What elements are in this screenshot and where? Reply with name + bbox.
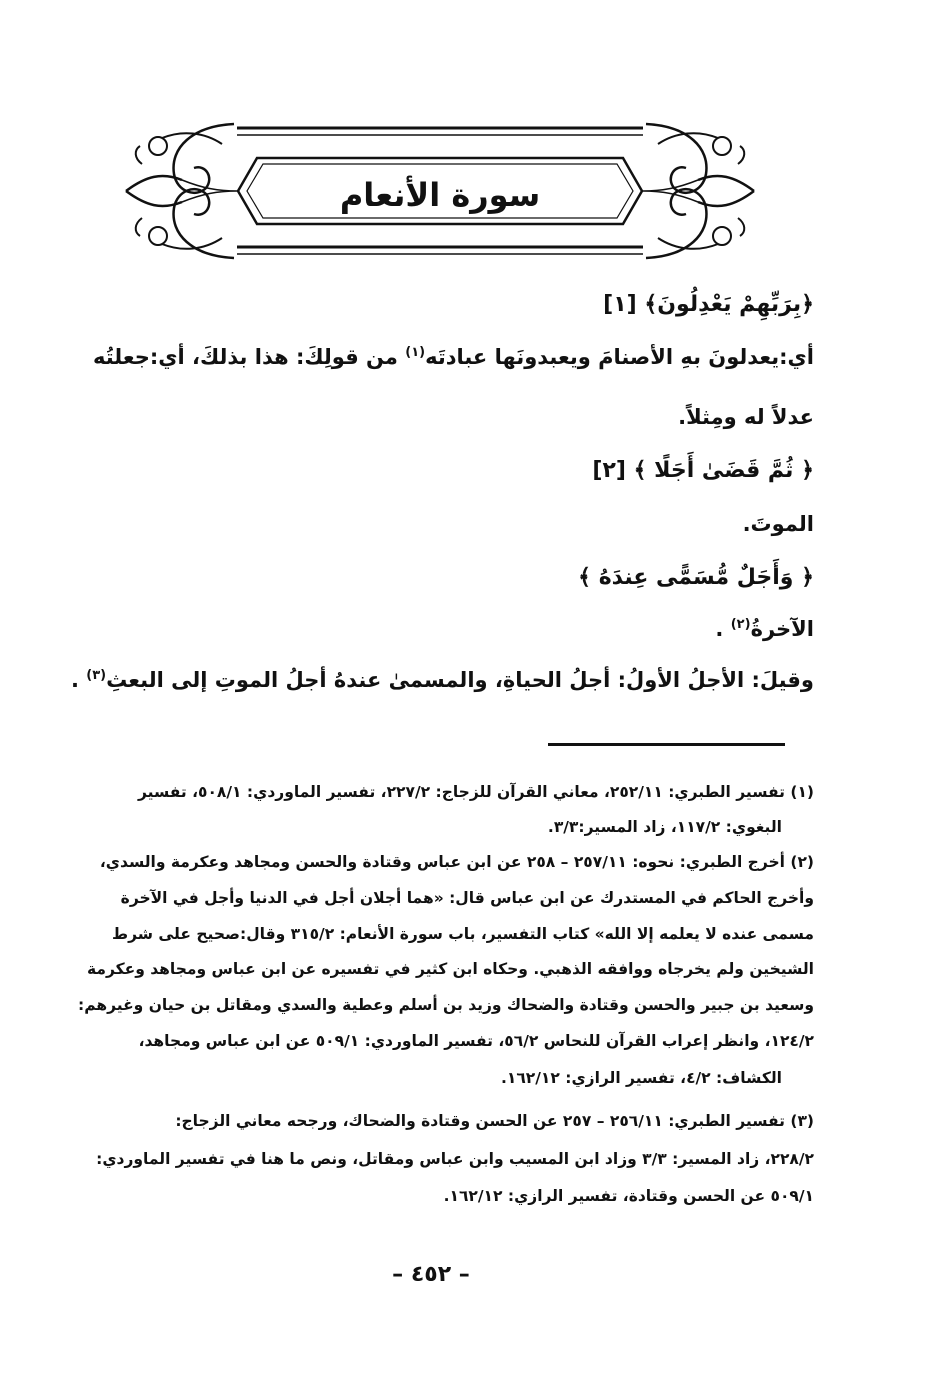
footnote-3-line-3: ٥٠٩/١ عن الحسن وقتادة، تفسير الرازي: ١٦٢/١٢.: [443, 1187, 814, 1205]
footnote-2-line-5: وسعيد بن جبير والحسن وقتادة والضحاك وزيد بن أسلم وعطية والسدي ومقاتل بن حيان وغيرهم:: [78, 996, 814, 1014]
commentary-line-1: [93, 345, 814, 369]
footnote-1-line-1: (١) تفسير الطبري: ٢٥٢/١١، معاني القرآن للزجاج: ٢٢٧/٢، تفسير الماوردي: ٥٠٨/١، تفسير: [137, 783, 814, 801]
commentary-text: أي:يعدلونَ بهِ الأصنامَ ويعبدونَها عبادتَه: [425, 345, 814, 369]
verse-line-2: [592, 458, 814, 483]
period: .: [70, 668, 79, 692]
footnote-2-line-2: وأخرج الحاكم في المستدرك عن ابن عباس قال: «هما أجلان أجل في الدنيا وأجل في الآخرة: [120, 889, 814, 907]
commentary-line-2: عدلاً له ومِثلاً.: [678, 405, 814, 429]
footnote-2-line-1: (٢) أخرج الطبري: نحوه: ٢٥٧/١١ – ٢٥٨ عن ابن عباس وقتادة والحسن ومجاهد وعكرمة والسدي،: [99, 853, 814, 871]
verse-number: [١]: [603, 292, 637, 317]
surah-title: سورة الأنعام: [339, 176, 541, 214]
commentary-text: الآخرةُ: [750, 617, 814, 641]
period: .: [715, 617, 724, 641]
footnote-3-line-1: (٣) تفسير الطبري: ٢٥٦/١١ – ٢٥٧ عن الحسن وقتادة والضحاك، ورجحه معاني الزجاج:: [175, 1112, 814, 1130]
footnote-2-line-3: مسمى عنده لا يعلمه إلا الله» كتاب التفسير، باب سورة الأنعام: ٣١٥/٢ وقال:صحيح على شرط: [112, 925, 814, 943]
verse-text: ﴿ ثُمَّ قَضَىٰ أَجَلًا ﴾: [633, 458, 814, 483]
verse-text: ﴿ وَأَجَلٌ مُّسَمًّى عِندَهُ ﴾: [578, 565, 814, 590]
page-number: – ٤٥٢ –: [392, 1262, 470, 1287]
commentary-line-4: [715, 617, 814, 641]
footnote-ref: (٣): [86, 668, 107, 683]
verse-number: [٢]: [592, 458, 626, 483]
footnote-1-line-2: البغوي: ١١٧/٢، زاد المسير:٣/٣.: [547, 818, 782, 836]
commentary-text: وقيلَ: الأجلُ الأولُ: أجلُ الحياةِ، والمسمىٰ عندهُ أجلُ الموتِ إلى البعثِ: [106, 668, 814, 692]
verse-line-3: [578, 565, 814, 590]
commentary-text: من قولِكَ: هذا بذلكَ، أي:جعلتُه: [92, 345, 398, 369]
verse-text: ﴿بِرَبِّهِمْ يَعْدِلُونَ﴾: [644, 292, 814, 317]
commentary-line-5: [71, 668, 814, 692]
footnote-2-line-4: الشيخين ولم يخرجاه ووافقه الذهبي. وحكاه ابن كثير في تفسيره عن ابن عباس ومجاهد وعكرمة: [86, 960, 814, 978]
commentary-line-3: الموتَ.: [742, 512, 814, 536]
footnote-ref: (٢): [730, 617, 751, 632]
footnote-2-line-7: الكشاف: ٤/٢، تفسير الرازي: ١٦٢/١٢.: [500, 1069, 782, 1087]
footnote-separator: [548, 743, 785, 746]
footnote-3-line-2: ٢٢٨/٢، زاد المسير: ٣/٣ وزاد ابن المسيب وابن عباس ومقاتل، ونص ما هنا في تفسير الماوردي:: [96, 1150, 814, 1168]
footnote-2-line-6: ١٢٤/٢، وانظر إعراب القرآن للنحاس ٥٦/٢، تفسير الماوردي: ٥٠٩/١ عن ابن عباس ومجاهد،: [138, 1032, 814, 1050]
verse-line-1: [603, 292, 814, 317]
footnote-ref: (١): [405, 345, 426, 360]
